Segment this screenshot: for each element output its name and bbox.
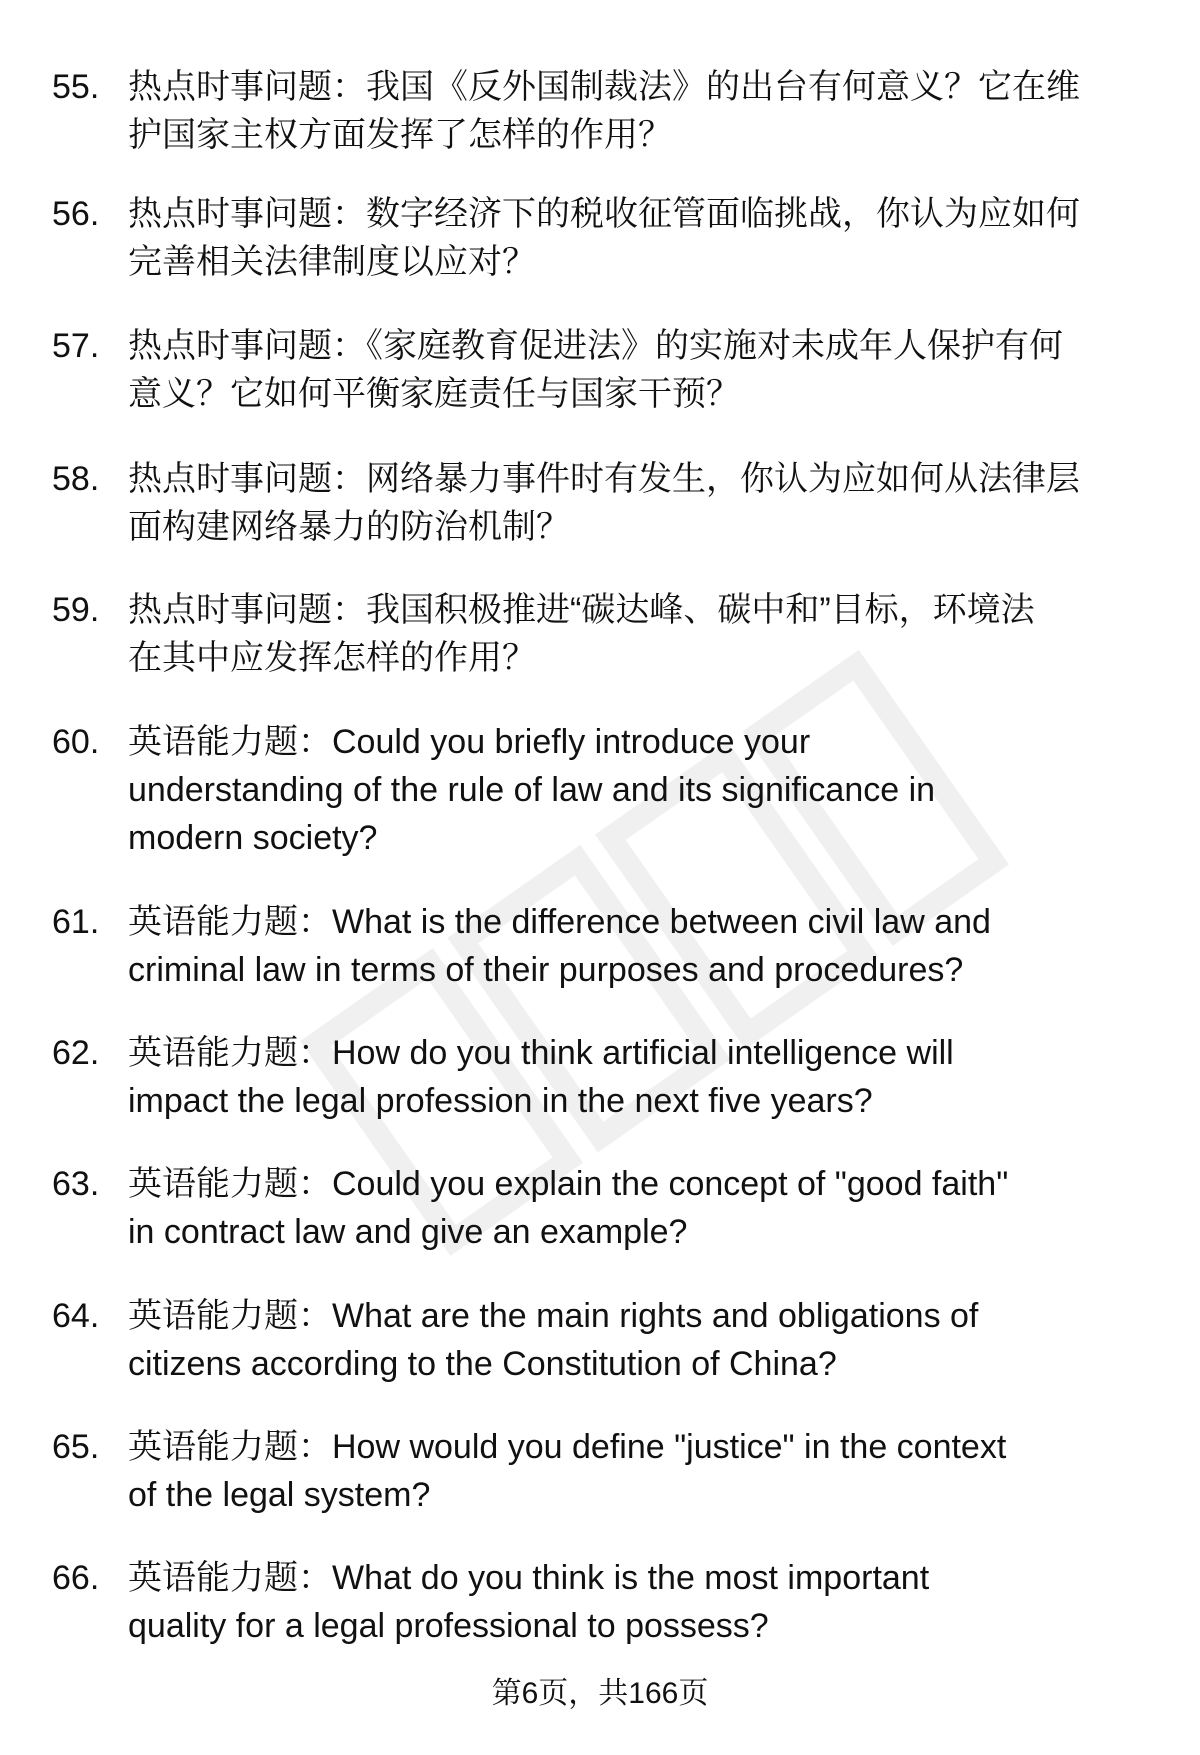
question-text-line: 英语能力题：Could you explain the concept of "good faith"	[128, 1165, 1009, 1203]
question-text-line: quality for a legal professional to possess?	[128, 1607, 769, 1645]
question-text-line: 热点时事问题：《家庭教育促进法》的实施对未成年人保护有何	[128, 327, 1063, 365]
question-number: 63.	[52, 1165, 100, 1203]
question-number: 65.	[52, 1428, 100, 1466]
question-text-line: in contract law and give an example?	[128, 1213, 688, 1251]
question-text-line: 完善相关法律制度以应对？	[128, 243, 536, 281]
question-number: 57.	[52, 327, 100, 365]
question-text-line: 护国家主权方面发挥了怎样的作用？	[128, 116, 672, 154]
question-number: 58.	[52, 460, 100, 498]
question-text-line: 热点时事问题：我国《反外国制裁法》的出台有何意义？它在维	[128, 68, 1080, 106]
question-number: 60.	[52, 723, 100, 761]
question-text-line: 英语能力题：What do you think is the most important	[128, 1559, 930, 1597]
question-text-line: 热点时事问题：数字经济下的税收征管面临挑战，你认为应如何	[128, 195, 1080, 233]
question-text-line: 意义？它如何平衡家庭责任与国家干预？	[128, 375, 740, 413]
question-text-line: 英语能力题：How do you think artificial intelligence will	[128, 1034, 954, 1072]
question-number: 66.	[52, 1559, 100, 1597]
page-footer: 第6页，共166页	[491, 1677, 709, 1710]
question-text-line: understanding of the rule of law and its significance in	[128, 771, 936, 809]
question-text-line: citizens according to the Constitution of China?	[128, 1345, 837, 1383]
question-text-line: impact the legal profession in the next five years?	[128, 1082, 873, 1120]
question-text-line: 英语能力题：How would you define "justice" in the context	[128, 1428, 1007, 1466]
question-number: 55.	[52, 68, 100, 106]
question-number: 56.	[52, 195, 100, 233]
question-number: 62.	[52, 1034, 100, 1072]
question-text-line: 英语能力题：What are the main rights and obligations of	[128, 1297, 979, 1335]
question-text-line: criminal law in terms of their purposes and procedures?	[128, 951, 964, 989]
question-text-line: 面构建网络暴力的防治机制？	[128, 508, 570, 546]
question-text-line: 英语能力题：What is the difference between civil law and	[128, 903, 991, 941]
question-text-line: 在其中应发挥怎样的作用？	[128, 639, 536, 677]
question-text-line: of the legal system?	[128, 1476, 431, 1514]
question-number: 64.	[52, 1297, 100, 1335]
question-text-line: 热点时事问题：网络暴力事件时有发生，你认为应如何从法律层	[128, 460, 1080, 498]
question-text-line: 热点时事问题：我国积极推进“碳达峰、碳中和”目标，环境法	[128, 591, 1035, 629]
question-number: 61.	[52, 903, 100, 941]
question-text-line: modern society?	[128, 819, 378, 857]
question-text-line: 英语能力题：Could you briefly introduce your	[128, 723, 811, 761]
question-number: 59.	[52, 591, 100, 629]
